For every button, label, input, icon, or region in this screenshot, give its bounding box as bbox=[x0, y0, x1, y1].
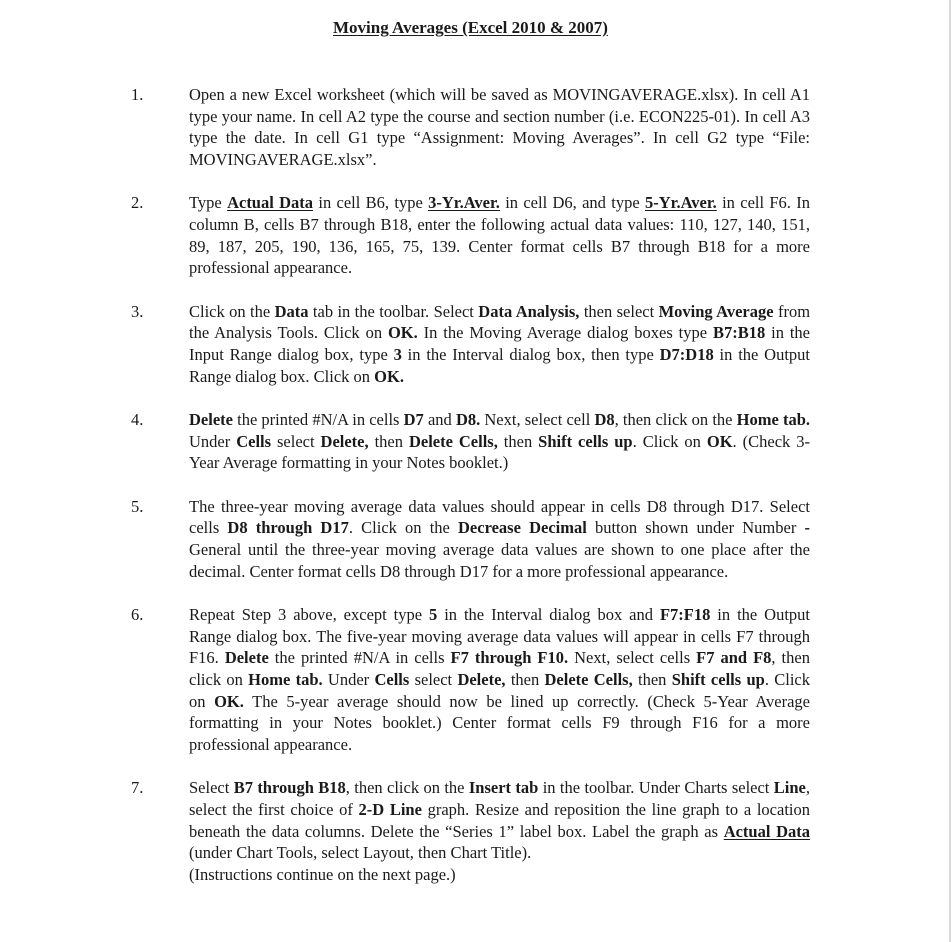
bold-term: Delete bbox=[224, 648, 269, 668]
bold-term: Delete Cells, bbox=[408, 431, 498, 451]
text-run: in the Output Range dialog box. Click on bbox=[189, 345, 810, 386]
step-text bbox=[189, 301, 810, 388]
step-text bbox=[189, 604, 810, 756]
continuation-note: (Instructions continue on the next page.) bbox=[189, 865, 456, 885]
instruction-step bbox=[0, 777, 940, 886]
bold-term: OK. bbox=[214, 691, 244, 711]
bold-term: Cells bbox=[374, 669, 410, 689]
bold-term: Home tab. bbox=[736, 409, 810, 429]
text-run: Click on the bbox=[189, 301, 275, 321]
text-run: The three-year moving average data values should appear in cells D8 through D17. Select cells bbox=[189, 496, 810, 538]
text-run: and bbox=[423, 409, 456, 429]
bold-term: 3 bbox=[393, 345, 402, 365]
bold-term: Delete bbox=[189, 409, 233, 429]
bold-term: Line bbox=[773, 778, 806, 798]
text-run: General until the three-year moving average data values are shown to one place after the decimal. Center format cells D8 through D17 for a more professional appearance. bbox=[189, 539, 810, 581]
instruction-step bbox=[0, 84, 940, 171]
bold-term: D7 bbox=[403, 409, 424, 429]
bold-term: OK. bbox=[387, 323, 418, 343]
text-run: then bbox=[497, 431, 539, 451]
text-run: (under Chart Tools, select Layout, then Chart Title). bbox=[189, 843, 532, 863]
instruction-step bbox=[0, 409, 940, 474]
text-run: then bbox=[505, 669, 545, 689]
step-number: 7. bbox=[131, 778, 144, 798]
bold-term: Shift cells up bbox=[671, 669, 765, 689]
bold-term: 2-D Line bbox=[358, 799, 422, 819]
step-number: 4. bbox=[131, 409, 144, 429]
bold-term: F7:F18 bbox=[659, 604, 711, 624]
text-run: from the Analysis Tools. Click on bbox=[189, 301, 811, 343]
text-run: . (Check 3-Year Average formatting in your Notes booklet.) bbox=[189, 431, 810, 473]
text-run: then select bbox=[579, 301, 659, 321]
bold-term: D8 through D17 bbox=[227, 518, 349, 538]
text-run: . Click on bbox=[189, 669, 810, 711]
text-run: Under bbox=[322, 669, 375, 689]
text-run: button shown under Number bbox=[586, 518, 805, 538]
text-run: select bbox=[271, 431, 321, 451]
bold-term: Delete, bbox=[320, 431, 369, 451]
bold-term: D7:D18 bbox=[659, 345, 714, 365]
bold-term: Shift cells up bbox=[538, 431, 633, 451]
text-run: graph. Resize and reposition the line graph to a location beneath the data columns. Delete the “Series 1” label box. Label the graph as bbox=[189, 799, 810, 841]
bold-term: F7 through F10. bbox=[450, 648, 569, 668]
text-run: select bbox=[409, 669, 458, 689]
step-number: 6. bbox=[131, 604, 144, 624]
text-run: In the Moving Average dialog boxes type bbox=[417, 323, 713, 343]
text-run: tab in the toolbar. Select bbox=[308, 301, 479, 321]
bold-term: 5 bbox=[429, 604, 438, 624]
underlined-bold-term: 3-Yr.Aver. bbox=[428, 193, 500, 213]
text-run: Next, select cell bbox=[480, 409, 595, 429]
instruction-step bbox=[0, 192, 940, 279]
bold-term: B7 through B18 bbox=[233, 778, 346, 798]
bold-term: Moving Average bbox=[658, 301, 774, 321]
bold-term: B7:B18 bbox=[712, 323, 766, 343]
underlined-bold-term: Actual Data bbox=[227, 193, 314, 213]
instruction-step bbox=[0, 301, 940, 388]
bold-term: F7 and F8 bbox=[696, 648, 772, 668]
step-number: 3. bbox=[131, 301, 144, 321]
text-run: Select bbox=[189, 778, 234, 798]
bold-term: Decrease Decimal bbox=[458, 518, 587, 538]
text-run: Next, select cells bbox=[568, 648, 697, 668]
text-run: Repeat Step 3 above, except type bbox=[189, 604, 430, 624]
text-run: The 5-year average should now be lined up correctly. (Check 5-Year Average formatting in your Notes booklet.) Center format cells F9 through F16 for a more professional appearance. bbox=[189, 691, 810, 755]
step-text bbox=[189, 84, 810, 171]
text-run: , then click on bbox=[189, 648, 810, 689]
step-text bbox=[189, 777, 810, 886]
bold-term: OK. bbox=[374, 366, 404, 386]
text-run: then bbox=[632, 669, 672, 689]
step-text bbox=[189, 192, 810, 279]
step-number: 5. bbox=[131, 496, 144, 516]
text-run: . Click on the bbox=[348, 518, 459, 538]
bold-term: - bbox=[804, 518, 810, 538]
bold-term: D8 bbox=[594, 409, 615, 429]
text-run: Type bbox=[189, 193, 228, 213]
step-text bbox=[189, 409, 810, 474]
instruction-step bbox=[0, 496, 940, 583]
bold-term: Insert tab bbox=[468, 778, 539, 798]
instruction-step bbox=[0, 604, 940, 756]
text-run: the printed #N/A in cells bbox=[232, 409, 404, 429]
step-number: 1. bbox=[131, 85, 144, 104]
text-run: Under bbox=[189, 431, 237, 451]
text-run: , then click on the bbox=[614, 409, 737, 429]
step-text bbox=[189, 496, 810, 583]
bold-term: OK bbox=[706, 431, 733, 451]
underlined-bold-term: 5-Yr.Aver. bbox=[644, 193, 717, 213]
bold-term: Home tab. bbox=[248, 669, 323, 689]
text-run: in cell F6. In column B, cells B7 through B18, enter the following actual data values: 110, 127, 140, 151, 89, 187, 205, 190, 136, 165, 75, 139. Center format cells B7 through B18 for a more professional appearance. bbox=[189, 193, 810, 278]
bold-term: D8. bbox=[455, 409, 481, 429]
bold-term: Cells bbox=[236, 431, 272, 451]
text-run: in the Input Range dialog box, type bbox=[189, 323, 810, 365]
text-run: , then click on the bbox=[345, 778, 469, 798]
instruction-list bbox=[0, 84, 940, 907]
document-title: Moving Averages (Excel 2010 & 2007) bbox=[333, 18, 608, 37]
text-run: then bbox=[368, 431, 409, 451]
text-run: Open a new Excel worksheet (which will be saved as MOVINGAVERAGE.xlsx). In cell A1 type your name. In cell A2 type the course and section number (i.e. ECON225-01). In cell A3 type the date. In cell G1 type “Assignment: Moving Averages”. In cell G2 type “File: MOVINGAVERAGE.xlsx”. bbox=[189, 85, 810, 170]
bold-term: Data bbox=[274, 301, 309, 321]
step-number: 2. bbox=[131, 193, 144, 213]
text-run: in cell B6, type bbox=[313, 193, 429, 213]
text-run: in cell D6, and type bbox=[499, 193, 645, 213]
bold-term: Data Analysis, bbox=[478, 301, 580, 321]
bold-term: Delete Cells, bbox=[544, 669, 633, 689]
underlined-bold-term: Actual Data bbox=[723, 821, 811, 841]
text-run: in the Output Range dialog box. The five-year moving average data values will appear in cells F7 through F16. bbox=[189, 604, 810, 668]
bold-term: Delete, bbox=[457, 669, 506, 689]
text-run: in the Interval dialog box, then type bbox=[401, 345, 660, 365]
text-run: , select the first choice of bbox=[189, 778, 810, 819]
text-run: . Click on bbox=[632, 431, 707, 451]
text-run: in the Interval dialog box and bbox=[437, 604, 660, 624]
text-run: the printed #N/A in cells bbox=[268, 648, 451, 668]
text-run: in the toolbar. Under Charts select bbox=[538, 778, 774, 798]
